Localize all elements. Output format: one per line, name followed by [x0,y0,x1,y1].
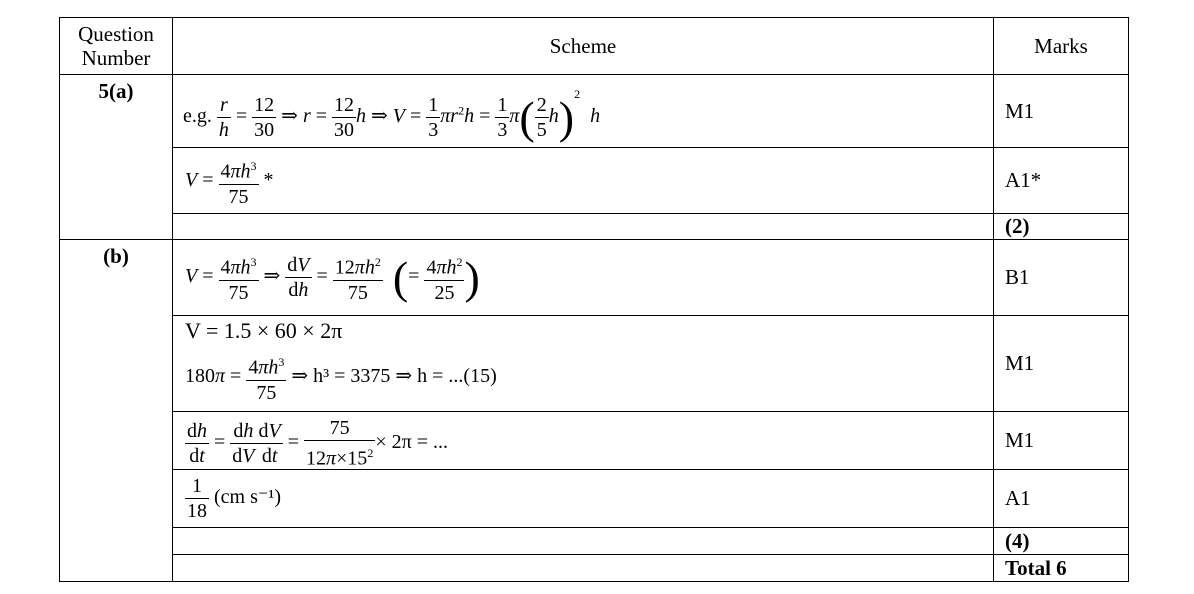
scheme-cell [173,555,994,582]
table-row [60,316,1129,412]
scheme-b-chain-rule: $\frac{dh}{dt}$ = $\frac{dh}{dV}$ $\frac{dV}{dt}$ = $\frac{75}{12\pi\times 15^2}$ × 2π = ... [187,417,448,470]
table-row [60,412,1129,470]
table-row [60,75,1129,148]
table-row [60,555,1129,582]
scheme-b-answer [185,474,281,523]
mark-cell: A1 [994,470,1129,528]
scheme-b-solve-h: 180π = $\frac{4\pi h^3}{75}$ ⇒ h³ = 3375 ⇒ h = ...(15) [185,350,497,405]
fraction: $\frac{4\pi h^3}{75}$ [219,154,259,209]
fraction: $\frac{12}{30}$ [254,93,275,141]
fraction: $\frac{dh}{dt}$ [187,419,207,467]
given-answer-star: * [263,168,274,191]
fraction: $\frac{dV}{dh}$ [287,253,310,301]
table-row [60,240,1129,316]
scheme-header: Scheme [173,18,994,75]
fraction: $\frac{1}{18}$ [187,475,207,522]
scheme-cell [173,528,994,555]
mark-cell: M1 [994,75,1129,148]
scheme-5a-step1: e.g. $\frac{r}{h}$ = $\frac{12}{30}$ ⇒ r = $\frac{12}{30}$ h ⇒ V = $\frac{1}{3}$ $\pi r^2h$ = $\frac{1}{3}$ π( $\frac{2}{5}$ h)$^2$ h [183,87,601,143]
subtotal-cell: (4) [994,528,1129,555]
mark-cell: M1 [994,316,1129,412]
fraction: $\frac{4\pi h^3}{75}$ [219,250,259,305]
scheme-cell [173,148,994,214]
fraction: $\frac{1}{3}$ [497,93,508,141]
header-question-line1: Question [78,22,154,46]
question-number-b: (b) [60,240,173,582]
scheme-cell [173,75,994,148]
scheme-cell [173,470,994,528]
marks-header: Marks [994,18,1129,75]
question-number-header [60,18,173,75]
scheme-cell [173,240,994,316]
scheme-b-volume: V = 1.5 × 60 × 2π [185,318,343,343]
fraction: $\frac{12}{30}$ [334,93,355,141]
mark-cell: M1 [994,412,1129,470]
solve-h-rhs: ⇒ h³ = 3375 ⇒ h = ...(15) [291,364,497,387]
answer-unit: (cm s⁻¹) [214,486,282,509]
table-row [60,528,1129,555]
mark-cell: A1* [994,148,1129,214]
fraction: $\frac{4\pi h^3}{75}$ [246,350,286,405]
fraction: $\frac{dV}{dt}$ [258,419,281,467]
fraction: $\frac{1}{3}$ [428,93,439,141]
fraction: $\frac{12\pi h^2}{75}$ [333,250,383,305]
fraction: $\frac{2}{5}$ [536,93,547,141]
eg-label: e.g. [183,105,212,127]
fraction: $\frac{dh}{dV}$ [232,419,255,467]
question-number-5a: 5(a) [60,75,173,240]
table-row [60,214,1129,240]
fraction: $\frac{75}{12\pi\times 15^2}$ [306,417,374,470]
scheme-5a-result: V = $\frac{4\pi h^3}{75}$ * [185,154,274,209]
total-cell: Total 6 [994,555,1129,582]
table-row [60,148,1129,214]
scheme-cell [173,214,994,240]
scheme-cell [173,316,994,412]
mark-cell: B1 [994,240,1129,316]
chain-rule-rhs: × 2π = ... [375,430,448,453]
subtotal-cell: (2) [994,214,1129,240]
table-row [60,470,1129,528]
mark-scheme-table [59,17,1129,582]
fraction: $\frac{4\pi h^2}{25}$ [424,250,464,305]
header-row [60,18,1129,75]
scheme-b-differentiate: V = $\frac{4\pi h^3}{75}$ ⇒ $\frac{dV}{dh}$ = $\frac{12\pi h^2}{75}$ (= $\frac{4\pi h^2}{25}$ ) [185,251,480,304]
scheme-cell [173,412,994,470]
fraction: $\frac{r}{h}$ [218,93,229,141]
header-question-line2: Number [81,46,151,70]
